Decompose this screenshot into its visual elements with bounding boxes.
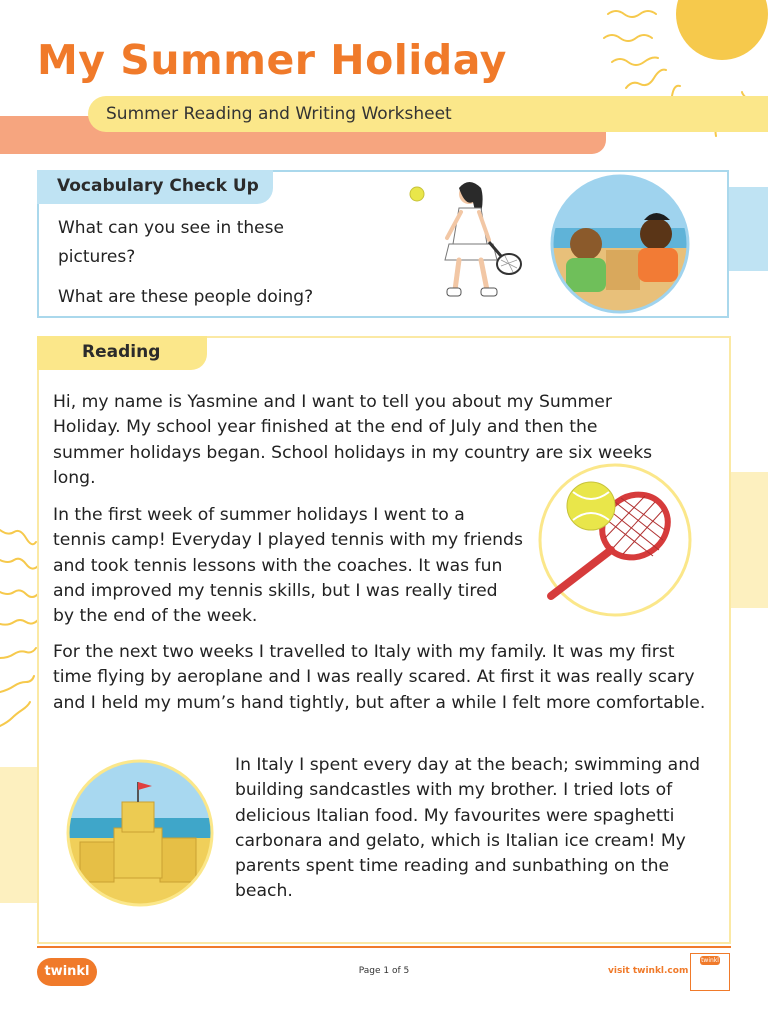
visit-link[interactable]: visit twinkl.com bbox=[608, 966, 689, 976]
sun-decoration bbox=[590, 0, 768, 160]
footer-divider bbox=[37, 946, 731, 948]
reading-paragraph-2: In the first week of summer holidays I went to a tennis camp! Everyday I played tennis with my friends and took tennis lessons with the coaches. It was fun and improved my tennis skills, but I was really tired by the end of the week. bbox=[53, 505, 523, 627]
twinkl-logo[interactable]: twinkl bbox=[37, 958, 97, 986]
sun-rays-decoration bbox=[0, 520, 40, 760]
page-title: My Summer Holiday bbox=[37, 36, 507, 84]
quality-badge-label: twinkl bbox=[701, 957, 719, 964]
tennis-racket-illustration bbox=[537, 462, 693, 618]
vocabulary-heading: Vocabulary Check Up bbox=[57, 176, 259, 196]
reading-paragraph-4: In Italy I spent every day at the beach; swimming and building sandcastles with my brother. I tried lots of delicious Italian food. My favourites were spaghetti carbonara and gelato, which is Italian ice cream! My parents spent time reading and sunbathing on the beach. bbox=[235, 755, 701, 902]
reading-heading: Reading bbox=[82, 342, 161, 362]
reading-paragraph-3: For the next two weeks I travelled to Italy with my family. It was my first time flying by aeroplane and I was really scared. At first it was really scary and I held my mum’s hand tightly, but after a while I felt more comfortable. bbox=[53, 642, 706, 713]
page-subtitle: Summer Reading and Writing Worksheet bbox=[106, 104, 452, 124]
reading-paragraph-1: Hi, my name is Yasmine and I want to tell you about my Summer Holiday. My school year finished at the end of July and then the summer holidays began. School holidays in my country are six weeks long. bbox=[53, 392, 653, 488]
tennis-player-illustration bbox=[405, 180, 535, 310]
vocabulary-question-2: What are these people doing? bbox=[58, 287, 314, 307]
page-number: Page 1 of 5 bbox=[358, 966, 410, 976]
sandcastle-illustration bbox=[60, 758, 220, 908]
kids-sandcastle-illustration bbox=[546, 172, 694, 316]
vocabulary-question-1: What can you see in these pictures? bbox=[58, 218, 284, 267]
